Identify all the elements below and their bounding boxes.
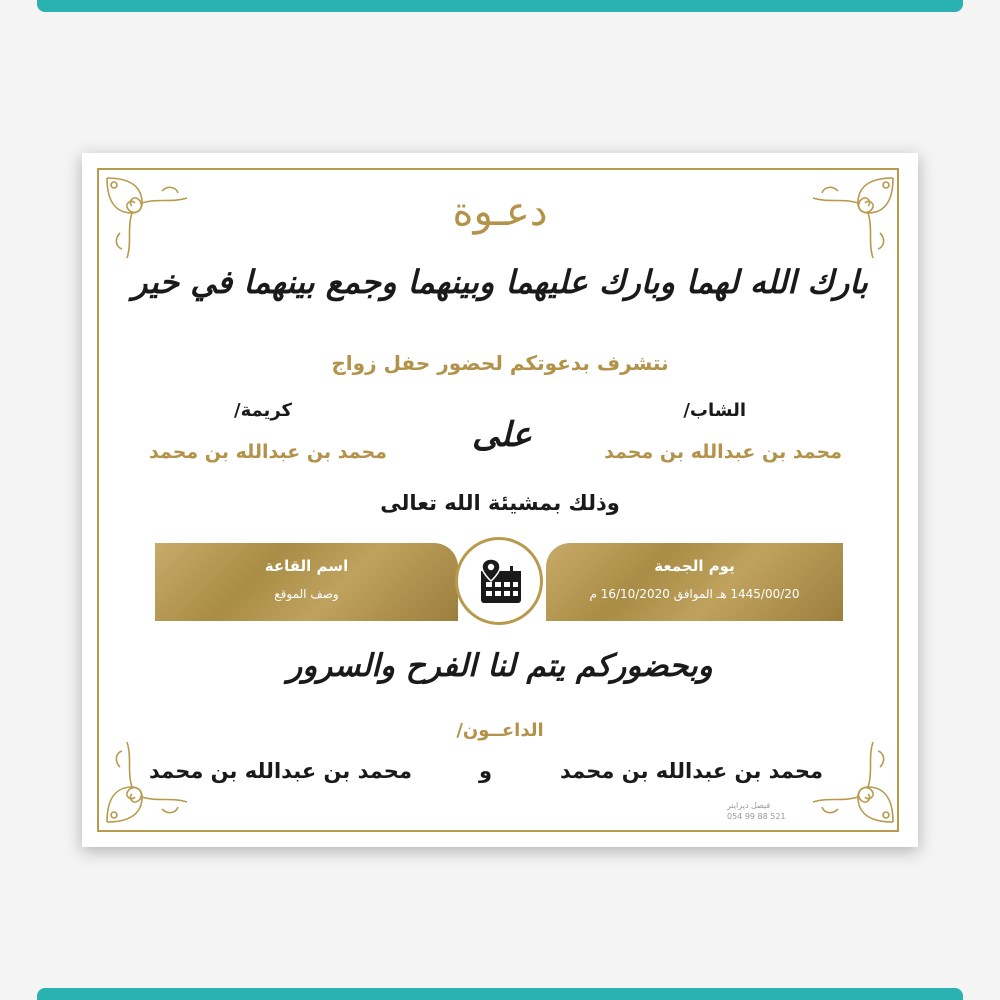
bride-label: كريمة/ (234, 400, 292, 421)
top-accent-bar (37, 0, 963, 12)
bottom-accent-bar (37, 988, 963, 1000)
host-name-left: محمد بن عبدالله بن محمد (149, 759, 412, 783)
invitation-subtitle: نتشرف بدعوتكم لحضور حفل زواج (331, 351, 669, 375)
hosts-label: الداعــون/ (456, 720, 544, 741)
connector-calligraphy: على (472, 415, 532, 455)
hall-band (155, 543, 458, 621)
hall-name: اسم القاعة (264, 557, 349, 575)
blessing-calligraphy: بارك الله لهما وبارك عليهما وبينهما وجمع بينهما في خير (132, 263, 868, 301)
hall-description: وصف الموقع (274, 587, 339, 601)
date-day: يوم الجمعة (654, 557, 735, 575)
closing-calligraphy: وبحضوركم يتم لنا الفرح والسرور (287, 648, 713, 684)
invitation-title: دعـوة (452, 189, 548, 235)
date-band (546, 543, 843, 621)
willing-line: وذلك بمشيئة الله تعالى (380, 491, 620, 515)
groom-name: محمد بن عبدالله بن محمد (604, 441, 842, 463)
bride-name: محمد بن عبدالله بن محمد (149, 441, 387, 463)
date-full: 1445/00/20 هـ الموافق 16/10/2020 م (589, 587, 800, 601)
calendar-location-icon (455, 537, 543, 625)
invitation-card (82, 153, 918, 847)
host-name-right: محمد بن عبدالله بن محمد (560, 759, 823, 783)
host-connector: و (479, 759, 493, 783)
designer-phone: 054 99 88 521 (727, 812, 786, 821)
groom-label: الشاب/ (683, 400, 746, 421)
designer-logo (727, 800, 791, 824)
designer-name: فيصل ديزاينر (727, 801, 771, 810)
